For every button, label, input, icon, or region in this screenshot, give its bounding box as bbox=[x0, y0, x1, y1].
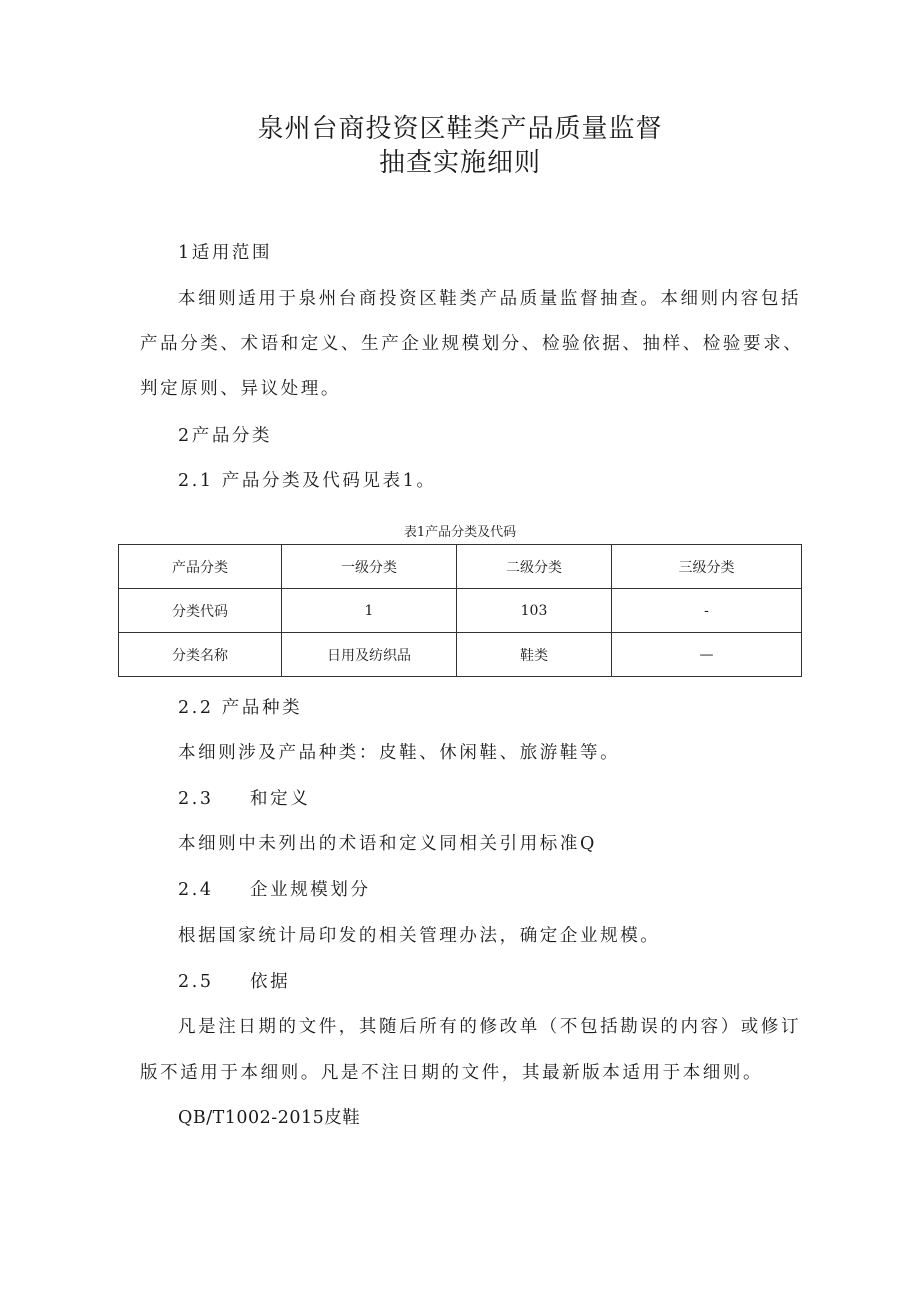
table-1-caption: 表1产品分类及代码 bbox=[403, 525, 517, 540]
table-row bbox=[119, 589, 802, 633]
section-2-3-heading bbox=[178, 791, 310, 809]
section-number: 2.3 bbox=[178, 789, 214, 809]
product-classification-table bbox=[118, 544, 802, 677]
section-2-5-paragraph-line-1: 凡是注日期的文件，其随后所有的修改单（不包括勘误的内容）或修订 bbox=[178, 1017, 802, 1037]
referenced-standard: QB/T1002-2015皮鞋 bbox=[178, 1108, 361, 1128]
section-2-4-paragraph: 根据国家统计局印发的相关管理办法，确定企业规模。 bbox=[178, 926, 661, 946]
section-1-paragraph-line-2: 产品分类、术语和定义、生产企业规模划分、检验依据、抽样、检验要求、 bbox=[140, 334, 804, 354]
section-2-5-heading bbox=[178, 974, 290, 992]
section-title: 和定义 bbox=[250, 789, 311, 809]
table-cell: 三级分类 bbox=[612, 545, 802, 589]
table-cell: 一级分类 bbox=[282, 545, 457, 589]
section-number: 2.4 bbox=[178, 880, 214, 900]
table-cell: 日用及纺织品 bbox=[282, 633, 457, 677]
table-cell: 二级分类 bbox=[457, 545, 612, 589]
table-cell: 产品分类 bbox=[119, 545, 282, 589]
table-cell: 103 bbox=[457, 589, 612, 633]
document-title-line-1: 泉州台商投资区鞋类产品质量监督 bbox=[257, 114, 663, 144]
table-cell: 1 bbox=[282, 589, 457, 633]
section-title: 依据 bbox=[250, 972, 291, 992]
table-cell: 分类代码 bbox=[119, 589, 282, 633]
section-2-2-paragraph: 本细则涉及产品种类：皮鞋、休闲鞋、旅游鞋等。 bbox=[178, 743, 621, 763]
section-1-paragraph-line-3: 判定原则、异议处理。 bbox=[140, 379, 341, 399]
section-2-2-heading: 2.2 产品种类 bbox=[178, 698, 303, 718]
table-cell: 鞋类 bbox=[457, 633, 612, 677]
section-title: 企业规模划分 bbox=[250, 880, 371, 900]
table-row bbox=[119, 545, 802, 589]
table-cell: - bbox=[612, 589, 802, 633]
section-2-1-text: 2.1 产品分类及代码见表1。 bbox=[178, 471, 437, 491]
section-2-3-paragraph: 本细则中未列出的术语和定义同相关引用标准Q bbox=[178, 834, 597, 854]
table-cell: — bbox=[612, 633, 802, 677]
section-number: 2.5 bbox=[178, 972, 214, 992]
table-row bbox=[119, 633, 802, 677]
section-1-paragraph-line-1: 本细则适用于泉州台商投资区鞋类产品质量监督抽查。本细则内容包括 bbox=[178, 289, 802, 309]
section-2-heading: 2产品分类 bbox=[178, 426, 273, 446]
table-cell: 分类名称 bbox=[119, 633, 282, 677]
section-2-4-heading bbox=[178, 882, 371, 900]
section-1-heading: 1适用范围 bbox=[178, 243, 273, 263]
document-title-line-2: 抽查实施细则 bbox=[378, 148, 541, 178]
section-2-5-paragraph-line-2: 版不适用于本细则。凡是不注日期的文件，其最新版本适用于本细则。 bbox=[140, 1063, 764, 1083]
